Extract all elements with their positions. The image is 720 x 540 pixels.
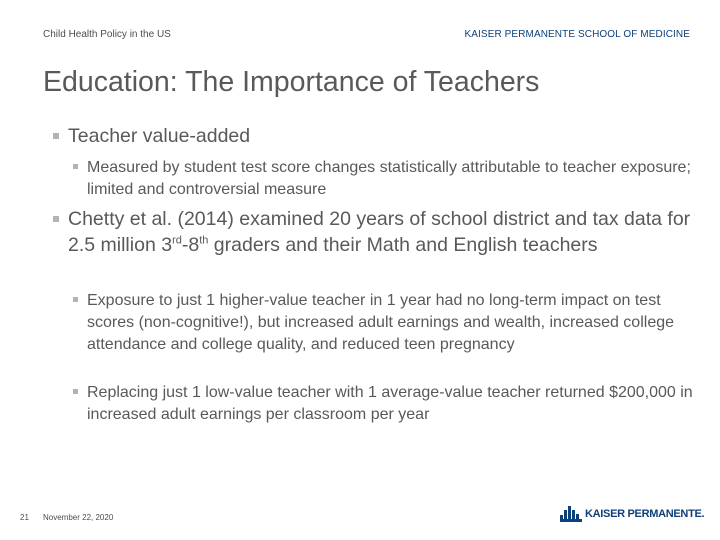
bullet-teacher-value-added (53, 124, 693, 150)
page-number: 21 (20, 513, 29, 522)
bullet-marker (73, 389, 78, 394)
logo-text: KAISER PERMANENTE. (585, 508, 705, 520)
bullet-marker (53, 216, 59, 222)
header-course-title: Child Health Policy in the US (43, 29, 171, 40)
slide-title: Education: The Importance of Teachers (43, 66, 540, 98)
bullet-text (68, 207, 693, 258)
bullet-text: Exposure to just 1 higher-value teacher in 1 year had no long-term impact on test scores (non-cognitive!), but increased adult earnings and wealth, increased college attendance and college quality, and reduced teen pregnancy (87, 292, 675, 353)
bullet-text-part: -8 (181, 233, 200, 256)
kaiser-permanente-logo (560, 506, 704, 522)
bullet-text: Replacing just 1 low-value teacher with 1 average-value teacher returned $200,000 in increased adult earnings per classroom per year (87, 384, 693, 423)
bullet-marker (53, 133, 59, 139)
bullet-text: Measured by student test score changes statistically attributable to teacher exposure; limited and controversial measure (87, 159, 691, 198)
bullet-marker (73, 297, 78, 302)
logo-mark-icon (560, 506, 582, 522)
superscript: rd (172, 234, 182, 246)
bullet-text: Teacher value-added (68, 125, 251, 147)
bullet-text-part: Chetty et al. (2014) examined 20 years of school district and tax data for 2.5 million 3 (68, 208, 691, 256)
sub-bullet-measured (73, 157, 698, 201)
sub-bullet-exposure (73, 290, 698, 356)
sub-bullet-replacing (73, 382, 698, 426)
header-org-name: KAISER PERMANENTE (464, 29, 576, 40)
bullet-chetty-study (53, 207, 693, 258)
header-school-name (465, 29, 691, 40)
footer-date: November 22, 2020 (43, 513, 114, 522)
bullet-text-part: graders and their Math and English teachers (208, 233, 598, 256)
bullet-marker (73, 164, 78, 169)
superscript: th (199, 234, 209, 246)
header-school-label: SCHOOL OF MEDICINE (575, 29, 690, 40)
